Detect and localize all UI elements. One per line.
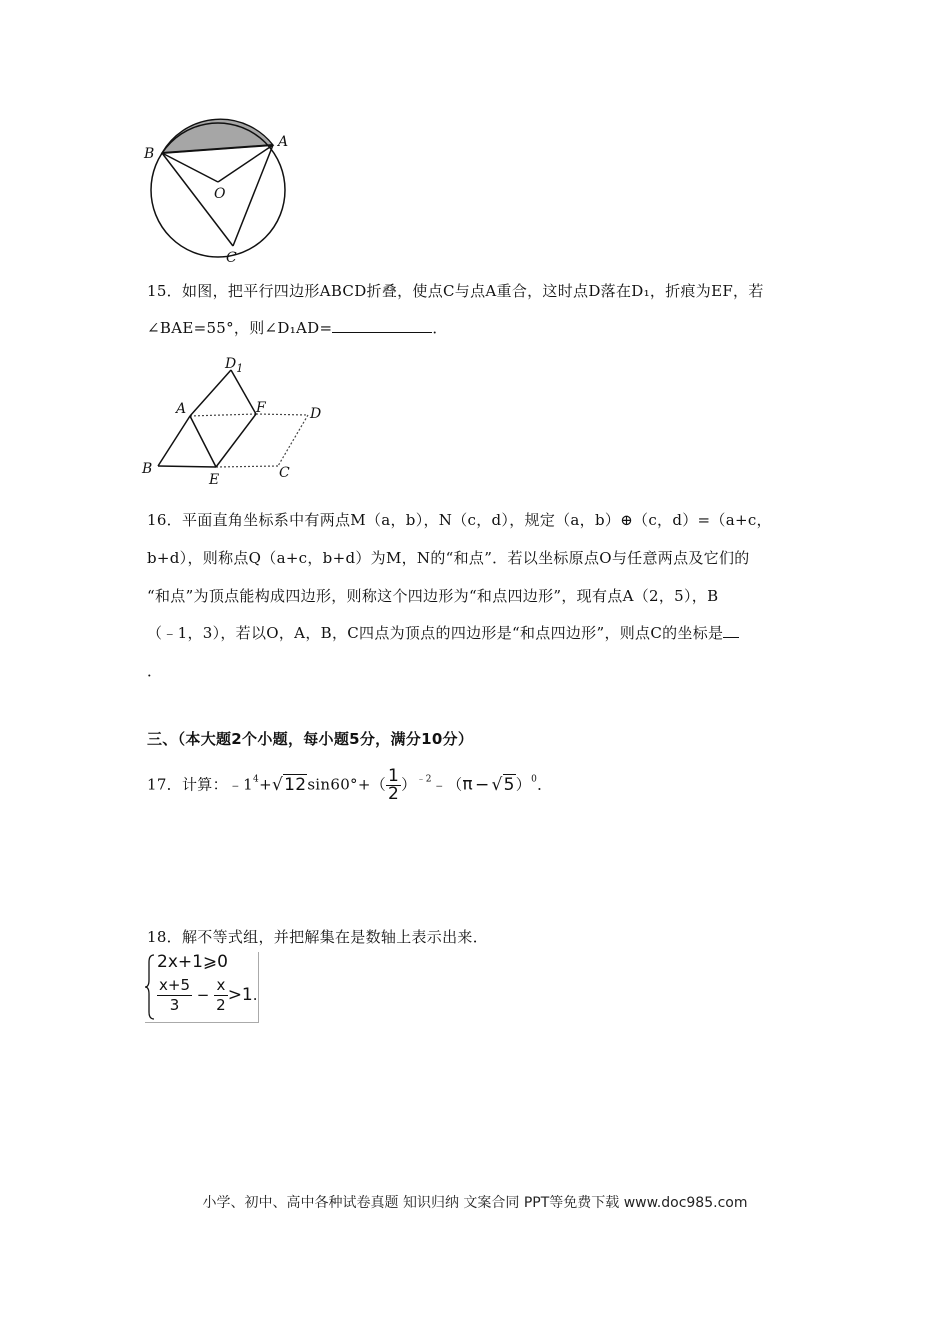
q17-exp4: 4: [253, 774, 260, 785]
q16-line2: b+d），则称点Q（a+c，b+d）为M，N的“和点”．若以坐标原点O与任意两点及它们的: [147, 549, 750, 567]
q16-line3: “和点”为顶点能构成四边形，则称这个四边形为“和点四边形”，现有点A（2，5），B: [147, 587, 719, 605]
q18-text: 18．解不等式组，并把解集在是数轴上表示出来．: [147, 928, 488, 946]
q15-line1: 15．如图，把平行四边形ABCD折叠，使点C与点A重合，这时点D落在D₁，折痕为EF，若: [147, 282, 764, 300]
q17-end: ．: [537, 775, 553, 794]
label-d1: $D_1$: [225, 356, 244, 375]
seg-ba: [158, 416, 190, 466]
ineq2-minus: −: [196, 986, 210, 1004]
seg-ae: [190, 416, 216, 467]
q15-line2: [147, 317, 448, 338]
sqrt-12: √12: [271, 774, 307, 795]
label-c2: C: [279, 465, 290, 481]
inequality-1: 2x+1⩾0: [157, 952, 228, 972]
q17-expression: [147, 768, 552, 803]
q15-line2-suffix: ．: [432, 319, 448, 337]
label-d: D: [310, 406, 322, 422]
seg-af-dotted: [190, 414, 256, 416]
answer-blank-16[interactable]: [723, 623, 739, 638]
pi-symbol: π: [462, 774, 473, 795]
ineq2-dot: .: [252, 986, 258, 1004]
label-c: C: [226, 250, 237, 265]
fraction-x-over-2: $\frac{x}{2}$: [216, 976, 226, 1014]
q17-close: ）: [401, 775, 417, 794]
q16-line5: ．: [147, 662, 163, 680]
footer-text: 小学、初中、高中各种试卷真题 知识归纳 文案合同 PPT等免费下载 www.doc985.com: [202, 1195, 748, 1211]
ineq2-rhs: >1: [227, 985, 253, 1005]
seg-ef: [216, 414, 256, 467]
q17-prefix: 17．计算：﹣1: [147, 775, 254, 794]
inequality-2: [157, 976, 258, 1015]
seg-d1f: [231, 370, 256, 414]
q16-line4-text: （﹣1，3），若以O，A，B，C四点为顶点的四边形是“和点四边形”，则点C的坐标是: [147, 624, 724, 642]
parallelogram-figure: [138, 350, 338, 490]
fraction-one-half: $\frac{1}{2}$: [388, 766, 400, 804]
inequality-system: [145, 952, 259, 1023]
seg-ec-dotted: [216, 466, 278, 467]
q17-sin: sin60°+（: [307, 775, 387, 794]
answer-blank-15[interactable]: [332, 318, 432, 333]
seg-dc-dotted: [278, 415, 308, 466]
label-o: O: [214, 186, 226, 202]
segment-oa: [218, 145, 273, 182]
seg-ad1: [190, 370, 231, 416]
q17-plus: +: [259, 775, 272, 794]
sqrt-5: √5: [491, 774, 515, 795]
segment-bo: [162, 153, 218, 182]
seg-be: [158, 466, 216, 467]
label-a: A: [278, 134, 289, 150]
q17-exp-neg2: ﹣2: [416, 774, 432, 785]
fraction-x-plus-5-over-3: $\frac{x+5}{3}$: [159, 976, 190, 1014]
segment-ac: [233, 145, 273, 246]
q16-line4: [147, 622, 739, 643]
label-b: B: [144, 146, 155, 162]
section-three-title: 三、（本大题2个小题，每小题5分，满分10分）: [147, 730, 474, 748]
q17-close2: ）: [515, 775, 532, 794]
label-f: F: [256, 400, 266, 416]
label-a2: A: [176, 401, 187, 417]
circle-figure: [140, 110, 300, 265]
label-e: E: [209, 472, 220, 488]
q15-line2-prefix: ∠BAE=55°，则∠D₁AD=: [147, 319, 333, 337]
q17-exp0: 0: [531, 774, 538, 785]
q16-line1: 16．平面直角坐标系中有两点M（a，b），N（c，d），规定（a，b）⊕（c，d）=（a+c，: [147, 511, 772, 529]
q17-minus-sqrt: −: [474, 774, 490, 795]
q17-minus: ﹣（: [431, 775, 463, 794]
brace-icon: [145, 954, 155, 1020]
label-b2: B: [142, 461, 153, 477]
